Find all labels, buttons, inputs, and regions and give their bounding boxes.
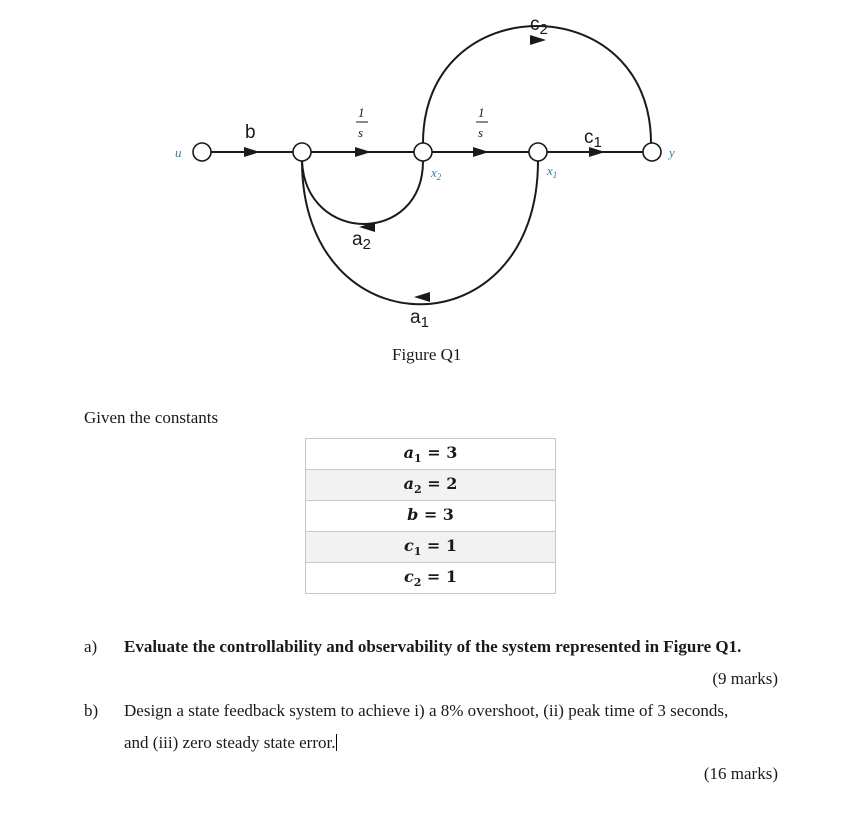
constant-cell: $a_2 = 2$ [306,470,556,501]
arrow-integrator-1 [355,147,371,157]
gain-b: b [245,122,256,143]
svg-text:1: 1 [478,105,485,120]
constant-row [306,563,556,594]
integrator-1-label [356,105,368,140]
node-1 [293,143,311,161]
arrow-a1 [414,292,430,302]
constant-row [306,501,556,532]
gain-a1: $a_1$ [410,307,429,331]
figure-caption: Figure Q1 [392,345,462,364]
node-y [643,143,661,161]
label-u: u [175,145,182,160]
constant-cell: b = 3 [306,501,556,532]
question-b-line1: Design a state feedback system to achieve i) a 8% overshoot, (ii) peak time of 3 seconds, [124,701,729,720]
constant-row [306,470,556,501]
text-cursor [336,734,337,751]
branch-a2 [302,161,423,224]
node-x1 [529,143,547,161]
question-a-label: a) [84,637,98,656]
svg-text:s: s [358,125,364,140]
integrator-2-label [476,105,488,140]
question-b-label: b) [84,701,99,720]
node-x2 [414,143,432,161]
label-x2: $x_2$ [431,165,442,182]
branch-c2 [423,26,651,143]
gain-a2: $a_2$ [352,229,371,253]
question-a-marks: (9 marks) [712,669,778,688]
intro-text: Given the constants [84,408,219,427]
constant-row [306,532,556,563]
constant-cell: $c_1 = 1$ [306,532,556,563]
constant-cell: $c_2 = 1$ [306,563,556,594]
signal-flow-graph [0,0,858,340]
question-b-line2[interactable]: and (iii) zero steady state error. [124,733,336,752]
question-a-text: Evaluate the controllability and observability of the system represented in Figure Q1. [124,637,742,656]
label-y: y [669,145,675,160]
node-u [193,143,211,161]
arrow-b [244,147,260,157]
constants-table [305,438,556,594]
question-b-marks: (16 marks) [703,764,778,783]
constant-cell: $a_1 = 3$ [306,439,556,470]
svg-text:s: s [478,125,484,140]
gain-c1: $c_1$ [584,127,602,151]
constant-row [306,439,556,470]
svg-text:1: 1 [358,105,365,120]
label-x1: $x_1$ [547,163,558,180]
arrow-integrator-2 [473,147,489,157]
gain-c2: $c_2$ [530,14,548,38]
